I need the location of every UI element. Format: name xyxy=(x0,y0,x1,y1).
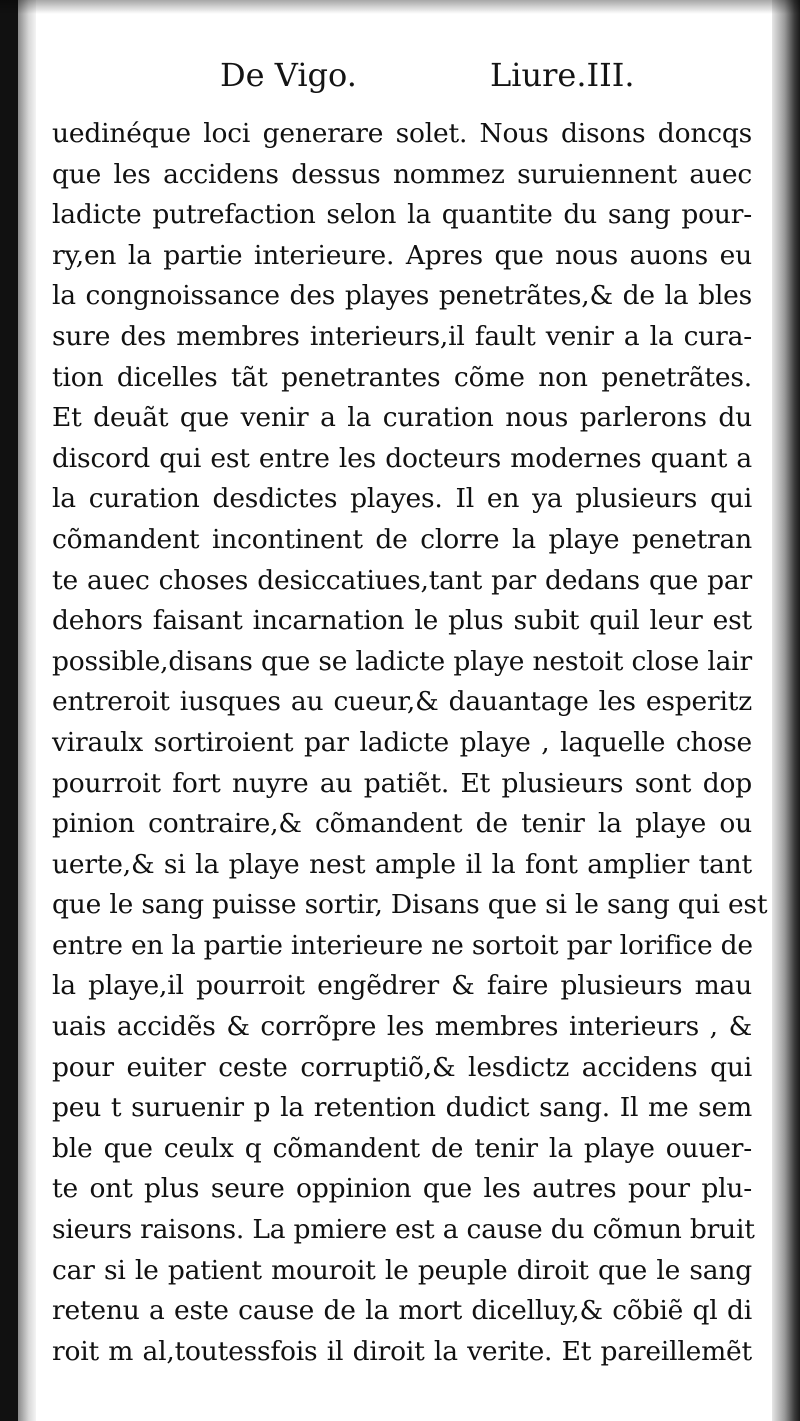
text-line: uedinéque loci generare solet. Nous disons doncqs xyxy=(52,118,752,149)
text-line: sieurs raisons. La pmiere est a cause du cõmun bruit xyxy=(52,1214,755,1246)
text-line: ladicte putrefaction selon la quantite du sang pour- xyxy=(52,199,752,231)
text-line: entreroit iusques au cueur,& dauantage les esperitz xyxy=(52,686,752,718)
text-line: la curation desdictes playes. Il en ya plusieurs qui xyxy=(52,483,752,515)
page-top-shadow xyxy=(0,0,800,14)
text-line: la playe,il pourroit engẽdrer & faire plusieurs mau xyxy=(52,970,752,1002)
text-line: uerte,& si la playe nest ample il la font amplier tant xyxy=(52,848,752,880)
text-line: tion dicelles tãt penetrantes cõme non penetrãtes. xyxy=(52,361,752,393)
page-gutter-shadow xyxy=(18,0,36,1421)
text-line: pour euiter ceste corruptiõ,& lesdictz accidens qui xyxy=(52,1051,752,1083)
text-line: ble que ceulx q cõmandent de tenir la playe ouuer- xyxy=(52,1132,752,1164)
text-line: pourroit fort nuyre au patiẽt. Et plusieurs sont dop xyxy=(52,767,752,799)
text-line: entre en la partie interieure ne sortoit par lorifice de xyxy=(52,929,753,961)
text-line: discord qui est entre les docteurs modernes quant a xyxy=(52,442,752,474)
header-book-number: Liure.III. xyxy=(490,56,635,94)
text-line: possible,disans que se ladicte playe nestoit close lair xyxy=(52,645,752,677)
running-header xyxy=(0,52,800,100)
text-line: car si le patient mouroit le peuple diroit que le sang xyxy=(52,1254,752,1286)
text-line: roit m al,toutessfois il diroit la verite. Et pareillemẽt xyxy=(52,1335,752,1367)
text-line: cõmandent incontinent de clorre la playe penetran xyxy=(52,523,752,555)
text-line: peu t suruenir p la retention dudict sang. Il me sem xyxy=(52,1092,752,1124)
text-line: retenu a este cause de la mort dicelluy,& cõbiẽ ql di xyxy=(52,1295,752,1327)
text-line: sure des membres interieurs,il fault venir a la cura- xyxy=(52,320,752,352)
text-line: Et deuãt que venir a la curation nous parlerons du xyxy=(52,402,752,434)
text-line: dehors faisant incarnation le plus subit quil leur est xyxy=(52,605,752,637)
header-title: De Vigo. xyxy=(220,56,357,94)
text-line: uais accidẽs & corrõpre les membres interieurs , & xyxy=(52,1011,752,1043)
text-line: pinion contraire,& cõmandent de tenir la playe ou xyxy=(52,808,752,840)
text-line: te ont plus seure oppinion que les autres pour plu- xyxy=(52,1173,752,1205)
text-line: ry,en la partie interieure. Apres que nous auons eu xyxy=(52,239,752,271)
body-text xyxy=(52,114,768,1372)
text-line: la congnoissance des playes penetrãtes,& de la bles xyxy=(52,280,752,312)
text-line: que le sang puisse sortir, Disans que si le sang qui est xyxy=(52,889,768,921)
page-right-edge xyxy=(772,0,800,1421)
text-line: te auec choses desiccatiues,tant par dedans que par xyxy=(52,564,752,596)
text-line: viraulx sortiroient par ladicte playe , laquelle chose xyxy=(52,726,752,758)
text-line: que les accidens dessus nommez suruiennent auec xyxy=(52,158,752,190)
